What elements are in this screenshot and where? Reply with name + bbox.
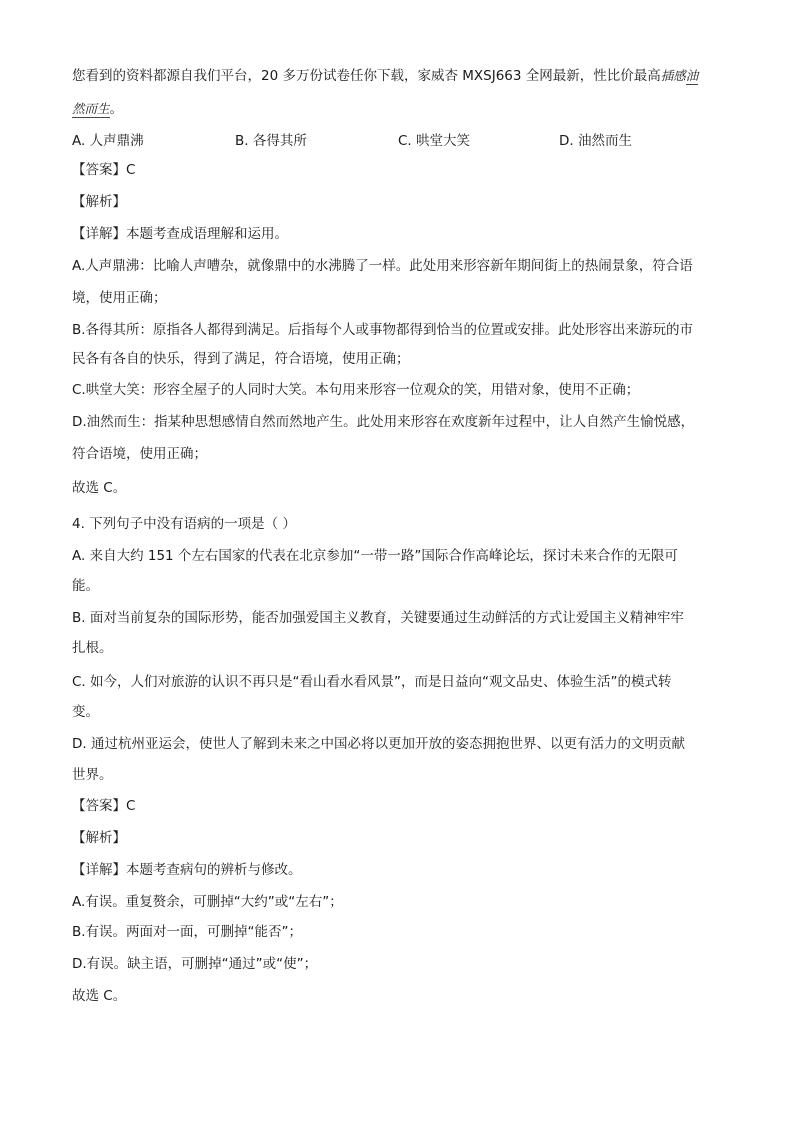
q3-stem-emphasis: 插感: [660, 68, 686, 83]
q4-stem: 4. 下列句子中没有语病的一项是（ ）: [72, 516, 296, 532]
q3-explanation-line: C.哄堂大笑：形容全屋子的人同时大笑。本句用来形容一位观众的笑，用错对象，使用不正确；: [72, 382, 640, 398]
q3-option-a: A. 人声鼎沸: [72, 133, 144, 149]
q4-option-line: B. 面对当前复杂的国际形势，能否加强爱国主义教育，关键要通过生动鲜活的方式让爱国主义精神牢牢: [72, 610, 684, 626]
q3-analysis-heading: 【解析】: [72, 194, 126, 210]
q4-option-line: A. 来自大约 151 个左右国家的代表在北京参加“一带一路”国际合作高峰论坛，探讨未来合作的无限可: [72, 548, 678, 564]
q4-option-line: C. 如今，人们对旅游的认识不再只是“看山看水看风景”，而是日益向“观文品史、体验生活”的模式转: [72, 674, 672, 690]
q4-explanation-line: B.有误。两面对一面，可删掉“能否”；: [72, 924, 303, 940]
q3-explanation-line: 符合语境，使用正确；: [72, 446, 207, 462]
q3-explanation-line: 境，使用正确；: [72, 290, 167, 306]
q3-conclusion: 故选 C。: [72, 480, 127, 496]
q3-option-d: D. 油然而生: [559, 133, 632, 149]
q4-answer: 【答案】C: [72, 798, 136, 814]
q3-option-b: B. 各得其所: [235, 133, 307, 149]
q3-options: [72, 129, 732, 149]
q3-answer: 【答案】C: [72, 162, 136, 178]
q3-detail-heading: 【详解】本题考查成语理解和运用。: [72, 226, 288, 242]
q3-stem-line-2: [72, 99, 734, 119]
q3-stem-underlined-phrase: 然而生: [72, 101, 110, 116]
q4-option-line: 扎根。: [72, 640, 113, 656]
q4-conclusion: 故选 C。: [72, 988, 127, 1004]
q3-stem-line-1: [72, 66, 734, 86]
q3-explanation-line: B.各得其所：原指各人都得到满足。后指每个人或事物都得到恰当的位置或安排。此处形容出来游玩的市: [72, 322, 694, 338]
q4-explanation-line: A.有误。重复赘余，可删掉“大约”或“左右”；: [72, 894, 343, 910]
q4-option-line: 能。: [72, 578, 99, 594]
q3-stem-text: 您看到的资料都源自我们平台，20 多万份试卷任你下载，家威杏 MXSJ663 全网最新，性比价最高: [72, 68, 661, 84]
q4-explanation-line: D.有误。缺主语，可删掉“通过”或“使”；: [72, 956, 318, 972]
q4-analysis-heading: 【解析】: [72, 830, 126, 846]
q4-option-line: D. 通过杭州亚运会，使世人了解到未来之中国必将以更加开放的姿态拥抱世界、以更有活力的文明贡献: [72, 736, 685, 752]
q4-option-line: 变。: [72, 704, 99, 720]
q4-detail-heading: 【详解】本题考查病句的辨析与修改。: [72, 862, 302, 878]
q3-explanation-line: A.人声鼎沸：比喻人声嘈杂，就像鼎中的水沸腾了一样。此处用来形容新年期间街上的热闹景象，符合语: [72, 258, 693, 274]
q4-option-line: 世界。: [72, 767, 113, 783]
q3-stem-end: 。: [109, 101, 124, 117]
q3-explanation-line: 民各有各自的快乐，得到了满足，符合语境，使用正确；: [72, 351, 410, 367]
q3-option-c: C. 哄堂大笑: [398, 133, 471, 149]
q3-explanation-line: D.油然而生：指某种思想感情自然而然地产生。此处用来形容在欢度新年过程中，让人自然产生愉悦感，: [72, 414, 695, 430]
q3-stem-underlined-word: 油: [685, 68, 699, 83]
